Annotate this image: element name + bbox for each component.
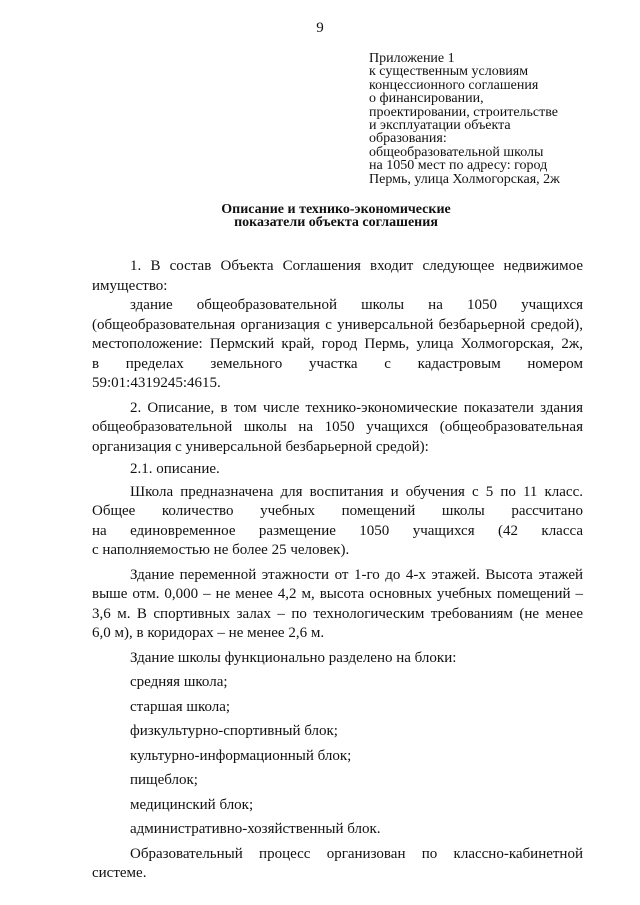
paragraph-line: в пределах земельного участка с кадастровым номером [92,355,583,372]
paragraph-line: системе. [92,865,147,881]
list-item: старшая школа; [130,698,231,715]
appendix-line: Пермь, улица Холмогорская, 2ж [369,171,560,187]
document-title [0,203,640,229]
paragraph-line: имущество: [92,277,168,294]
list-item: физкультурно-спортивный блок; [130,723,338,739]
title-line: показатели объекта соглашения [234,215,438,230]
paragraph-line: на единовременное размещение 1050 учащихся (42 класса [92,522,583,539]
list-item: культурно-информационный блок; [130,747,352,764]
paragraph-line: 59:01:4319245:4615. [92,375,221,391]
appendix-line: проектировании, строительстве [369,104,558,120]
appendix-line: на 1050 мест по адресу: город [369,158,548,174]
list-item: административно-хозяйственный блок. [130,821,381,837]
paragraph-line: 6,0 м), в коридорах – не менее 2,6 м. [92,625,325,641]
paragraph-line: 1. В состав Объекта Соглашения входит следующее недвижимое [130,258,583,274]
paragraph-line: Школа предназначена для воспитания и обучения с 5 по 11 класс. [130,483,583,500]
list-item: медицинский блок; [130,796,254,813]
paragraph-line: Образовательный процесс организован по классно-кабинетной [130,845,583,862]
paragraph-line: местоположение: Пермский край, город Пермь, улица Холмогорская, 2ж, [92,336,583,352]
paragraph-line: Здание переменной этажности от 1-го до 4-х этажей. Высота этажей [130,566,583,583]
list-item: пищеблок; [130,772,198,788]
paragraph-line: 3,6 м. В спортивных залах – по технологическим требованиям (не менее [92,605,583,622]
paragraph-line: организация с универсальной безбарьерной средой): [92,438,429,455]
paragraph-line: 2. Описание, в том числе технико-экономические показатели здания [130,399,583,416]
appendix-line: о финансировании, [369,91,484,107]
appendix-line: Приложение 1 [369,51,455,66]
list-item: средняя школа; [130,674,228,690]
appendix-line: общеобразовательной школы [369,144,544,160]
paragraph-line: Здание школы функционально разделено на блоки: [130,649,457,666]
appendix-line: образования: [369,131,447,147]
page-number: 9 [316,20,324,36]
paragraph-line: общеобразовательной школы на 1050 учащихся (общеобразовательная [92,419,583,435]
appendix-line: и эксплуатации объекта [369,118,511,134]
appendix-line: концессионного соглашения [369,77,539,93]
paragraph-line: с наполняемостью не более 25 человек). [92,542,350,558]
title-line: Описание и технико-экономические [221,202,451,217]
paragraph-line: 2.1. описание. [130,461,220,477]
document-body [92,257,583,884]
appendix-line: к существенным условиям [369,64,529,80]
paragraph-line: Общее количество учебных помещений школы рассчитано [92,503,583,519]
appendix-header [369,52,619,186]
paragraph-line: здание общеобразовательной школы на 1050 учащихся [130,297,583,313]
paragraph-line: (общеобразовательная организация с универсальной безбарьерной средой), [92,316,583,333]
paragraph-line: выше отм. 0,000 – не менее 4,2 м, высота основных учебных помещений – [92,586,583,602]
